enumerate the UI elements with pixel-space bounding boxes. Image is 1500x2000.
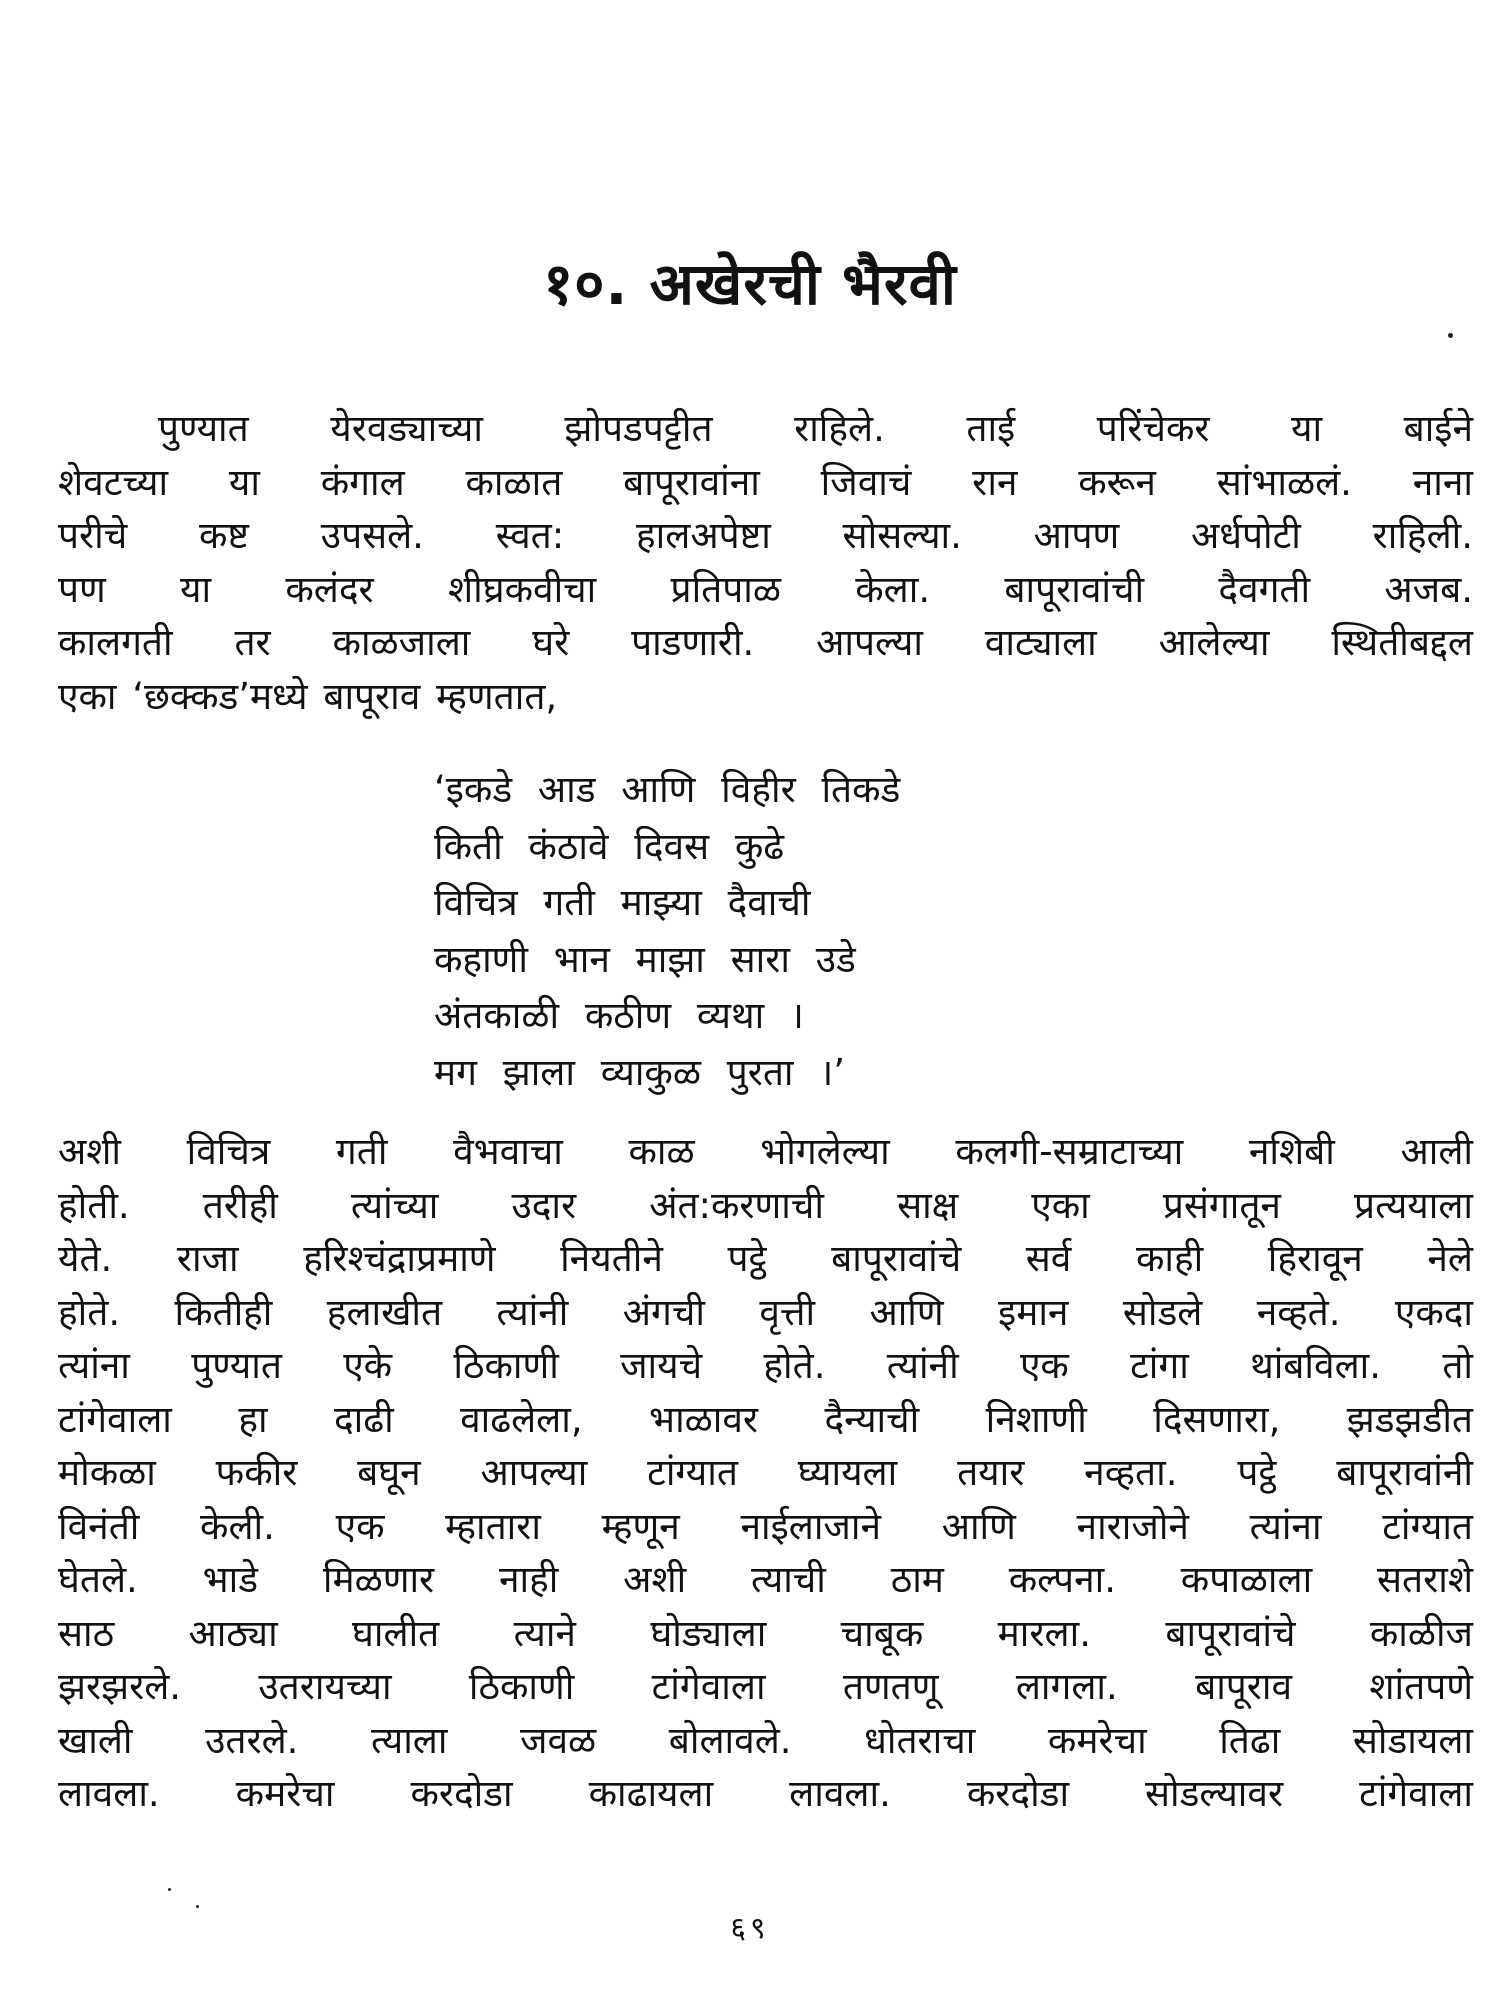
poem-line: किती कंठावे दिवस कुढे xyxy=(434,824,785,868)
paragraph-1-line: पण या कलंदर शीघ्रकवीचा प्रतिपाळ केला. बापूरावांची दैवगती अजब. xyxy=(58,567,1473,611)
paragraph-1-line: कालगती तर काळजाला घरे पाडणारी. आपल्या वाट्याला आलेल्या स्थितीबद्दल xyxy=(58,621,1473,664)
poem-stanza xyxy=(434,762,1134,1101)
poem-line: विचित्र गती माझ्या दैवाची xyxy=(434,881,811,924)
paragraph-2-line: घेतले. भाडे मिळणार नाही अशी त्याची ठाम कल्पना. कपाळाला सतराशे xyxy=(58,1558,1473,1601)
paragraph-1 xyxy=(58,402,1473,723)
paragraph-2-line: होती. तरीही त्यांच्या उदार अंत:करणाची साक्ष एका प्रसंगातून प्रत्ययाला xyxy=(58,1183,1473,1227)
paragraph-2 xyxy=(58,1125,1473,1821)
paragraph-1-line: शेवटच्या या कंगाल काळात बापूरावांना जिवाचं रान करून सांभाळलं. नाना xyxy=(58,460,1473,504)
paragraph-2-line: विनंती केली. एक म्हातारा म्हणून नाईलाजाने आणि नाराजोने त्यांना टांग्यात xyxy=(58,1504,1473,1548)
paragraph-2-line: होते. कितीही हलाखीत त्यांनी अंगची वृत्ती आणि इमान सोडले नव्हते. एकदा xyxy=(58,1290,1473,1334)
chapter-title: १०. अखेरची भैरवी xyxy=(543,249,957,318)
paragraph-2-line: त्यांना पुण्यात एके ठिकाणी जायचे होते. त्यांनी एक टांगा थांबविला. तो xyxy=(58,1344,1473,1387)
paragraph-2-line: मोकळा फकीर बघून आपल्या टांग्यात घ्यायला तयार नव्हता. पट्ठे बापूरावांनी xyxy=(58,1451,1473,1494)
poem-line: कहाणी भान माझा सारा उडे xyxy=(434,937,856,981)
paragraph-2-line: साठ आठ्या घालीत त्याने घोड्याला चाबूक मारला. बापूरावांचे काळीज xyxy=(58,1611,1473,1655)
paragraph-2-line: खाली उतरले. त्याला जवळ बोलावले. धोतराचा कमरेचा तिढा सोडायला xyxy=(58,1718,1473,1762)
paragraph-2-line: अशी विचित्र गती वैभवाचा काळ भोगलेल्या कलगी-सम्राटाच्या नशिबी आली xyxy=(58,1130,1473,1173)
paragraph-2-line: येते. राजा हरिश्चंद्राप्रमाणे नियतीने पट्ठे बापूरावांचे सर्व काही हिरावून नेले xyxy=(58,1237,1473,1280)
paragraph-2-line: लावला. कमरेचा करदोडा काढायला लावला. करदोडा सोडल्यावर टांगेवाला xyxy=(58,1772,1473,1815)
poem-line: अंतकाळी कठीण व्यथा । xyxy=(434,994,804,1037)
poem-line: मग झाला व्याकुळ पुरता ।’ xyxy=(434,1050,846,1094)
paragraph-1-line: एका ‘छक्कड’मध्ये बापूराव म्हणतात, xyxy=(58,674,558,718)
poem-line: ‘इकडे आड आणि विहीर तिकडे xyxy=(434,768,901,811)
ink-speck xyxy=(1448,333,1453,338)
paragraph-2-line: टांगेवाला हा दाढी वाढलेला, भाळावर दैन्याची निशाणी दिसणारा, झडझडीत xyxy=(58,1397,1473,1441)
page-number: ६९ xyxy=(730,1911,770,1946)
paragraph-2-line: झरझरले. उतरायच्या ठिकाणी टांगेवाला तणतणू लागला. बापूराव शांतपणे xyxy=(58,1665,1473,1708)
ink-speck xyxy=(168,1888,171,1891)
paragraph-1-line: पुण्यात येरवड्याच्या झोपडपट्टीत राहिले. ताई परिंचेकर या बाईने xyxy=(158,407,1473,450)
paragraph-1-line: परीचे कष्ट उपसले. स्वत: हालअपेष्टा सोसल्या. आपण अर्धपोटी राहिली. xyxy=(58,514,1473,557)
